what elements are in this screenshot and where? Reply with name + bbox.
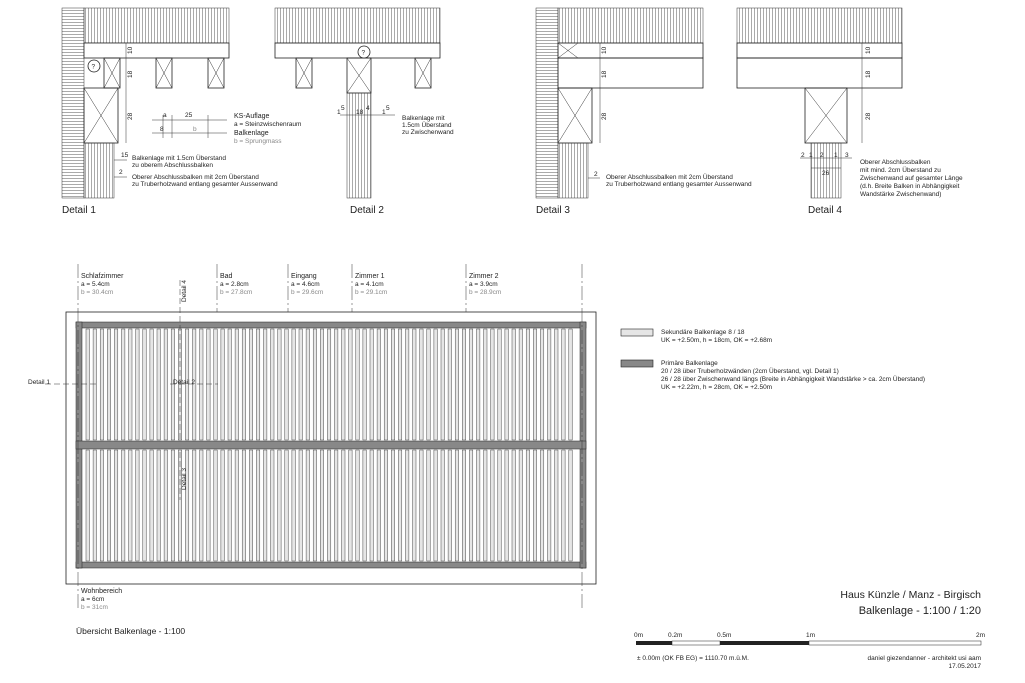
- secondary-joist: [129, 450, 132, 561]
- room-b-zimmer1: b = 29.1cm: [355, 289, 388, 296]
- detail2-dim-1: 1: [337, 109, 341, 116]
- detail3-dim-18: 18: [601, 70, 608, 78]
- secondary-joist: [356, 450, 359, 561]
- detail2-note-line2: 1.5cm Überstand: [402, 122, 452, 129]
- secondary-joist: [86, 450, 89, 561]
- secondary-joist: [100, 450, 103, 561]
- detail2-dim-18: 18: [356, 109, 364, 116]
- secondary-joist: [285, 329, 288, 440]
- secondary-joist: [313, 450, 316, 561]
- secondary-joist: [370, 450, 373, 561]
- secondary-joist: [455, 450, 458, 561]
- detail1-note2-line1: Oberer Abschlussbalken mit 2cm Überstand: [132, 174, 259, 181]
- drawing-title: Balkenlage - 1:100 / 1:20: [858, 605, 981, 617]
- secondary-joist: [136, 329, 139, 440]
- secondary-joist: [249, 329, 252, 440]
- secondary-joist: [242, 329, 245, 440]
- detail4-dim-18: 18: [865, 70, 872, 78]
- detail3-dim-10: 10: [601, 46, 608, 54]
- secondary-joist: [150, 450, 153, 561]
- secondary-joist: [242, 450, 245, 561]
- secondary-joist: [285, 450, 288, 561]
- secondary-joist: [150, 329, 153, 440]
- secondary-joist: [406, 329, 409, 440]
- secondary-joist: [519, 329, 522, 440]
- detail-1: [62, 8, 301, 216]
- secondary-joist: [512, 329, 515, 440]
- detail-2: [275, 8, 454, 216]
- secondary-joist: [491, 329, 494, 440]
- secondary-joist: [448, 450, 451, 561]
- detail2-dim-4: 4: [366, 105, 370, 112]
- room-a-wohnbereich: a = 6cm: [81, 596, 105, 603]
- secondary-joist: [462, 329, 465, 440]
- secondary-joist: [164, 329, 167, 440]
- secondary-joist: [136, 450, 139, 561]
- secondary-joist: [548, 450, 551, 561]
- secondary-joist: [540, 450, 543, 561]
- room-b-bad: b = 27.8cm: [220, 289, 253, 296]
- secondary-joist: [157, 329, 160, 440]
- secondary-joist: [420, 329, 423, 440]
- detail1-balken-b: b = Sprungmass: [234, 138, 282, 145]
- secondary-joist: [207, 450, 210, 561]
- secondary-joist: [469, 329, 472, 440]
- detail4-note-line3: Zwischenwand auf gesamter Länge: [860, 175, 963, 182]
- secondary-joist: [434, 329, 437, 440]
- detail4-dim-10: 10: [865, 46, 872, 54]
- secondary-joist: [498, 450, 501, 561]
- secondary-joist: [107, 450, 110, 561]
- secondary-joist: [441, 450, 444, 561]
- secondary-joist: [391, 329, 394, 440]
- detail1-dim-2: 2: [119, 169, 123, 176]
- secondary-joist: [384, 450, 387, 561]
- legend-primary-spec: UK = +2.22m, h = 28cm, OK = +2.50m: [661, 384, 773, 391]
- legend-secondary-title: Sekundäre Balkenlage 8 / 18: [661, 329, 745, 336]
- room-a-bad: a = 2.8cm: [220, 281, 249, 288]
- detail1-ks-a: a = Steinzwischenraum: [234, 121, 302, 128]
- secondary-joist: [363, 329, 366, 440]
- detail2-dim-5: 5: [341, 105, 345, 112]
- secondary-joist: [555, 329, 558, 440]
- detail4-note-line2: mit mind. 2cm Überstand zu: [860, 167, 941, 174]
- secondary-joist: [477, 329, 480, 440]
- detail1-unknown-marker: ?: [91, 63, 96, 71]
- detail3-dim-2: 2: [594, 171, 598, 178]
- secondary-joist: [271, 329, 274, 440]
- secondary-joist: [299, 329, 302, 440]
- secondary-joist: [313, 329, 316, 440]
- detail2-unknown-marker: ?: [361, 49, 366, 57]
- detail-4: [737, 8, 963, 216]
- room-a-eingang: a = 4.6cm: [291, 281, 320, 288]
- secondary-joist: [278, 329, 281, 440]
- secondary-joist: [434, 450, 437, 561]
- detail2-note-line3: zu Zwischenwand: [402, 129, 454, 136]
- secondary-joist: [171, 450, 174, 561]
- secondary-joist: [164, 450, 167, 561]
- secondary-joist: [193, 450, 196, 561]
- detail4-note-line4: (d.h. Breite Balken in Abhängigkeit: [860, 183, 960, 190]
- plan-frame-top: [76, 322, 586, 328]
- detail1-dim-28: 28: [127, 112, 134, 120]
- secondary-joist: [86, 329, 89, 440]
- secondary-joist: [327, 329, 330, 440]
- secondary-joist: [349, 450, 352, 561]
- plan-marker-detail3: Detail 3: [181, 467, 188, 490]
- secondary-joist: [398, 329, 401, 440]
- secondary-joist: [441, 329, 444, 440]
- room-a-zimmer1: a = 4.1cm: [355, 281, 384, 288]
- secondary-joist: [235, 329, 238, 440]
- secondary-joist: [214, 450, 217, 561]
- detail4-dim-1: 1: [809, 152, 813, 159]
- detail1-scale-8: 8: [160, 126, 164, 133]
- secondary-joist: [228, 329, 231, 440]
- plan-middle-beam: [76, 441, 586, 449]
- secondary-joist: [114, 450, 117, 561]
- detail-3: [536, 8, 752, 216]
- secondary-joist: [214, 329, 217, 440]
- legend-primary-swatch: [621, 360, 653, 367]
- secondary-joist: [398, 450, 401, 561]
- secondary-joist: [107, 329, 110, 440]
- legend-secondary-spec: UK = +2.50m, h = 18cm, OK = +2.68m: [661, 337, 773, 344]
- title-block: [634, 589, 985, 670]
- secondary-joist: [342, 450, 345, 561]
- secondary-joist: [306, 329, 309, 440]
- room-a-zimmer2: a = 3.9cm: [469, 281, 498, 288]
- detail3-dim-28: 28: [601, 112, 608, 120]
- legend-primary-line2: 26 / 28 über Zwischenwand längs (Breite in Abhängigkeit Wandstärke > ca. 2cm Überstand): [661, 376, 926, 383]
- secondary-joist: [555, 450, 558, 561]
- legend: [621, 329, 925, 391]
- room-b-schlafzimmer: b = 30.4cm: [81, 289, 114, 296]
- detail4-dim-26: 26: [822, 170, 830, 177]
- scale-label-0: 0m: [634, 632, 644, 639]
- plan-marker-detail1: Detail 1: [28, 379, 51, 386]
- drawing-date: 17.05.2017: [948, 663, 981, 670]
- secondary-joist: [505, 450, 508, 561]
- detail1-scale-b: b: [193, 126, 197, 133]
- secondary-joist: [562, 329, 565, 440]
- room-b-eingang: b = 29.6cm: [291, 289, 324, 296]
- scale-bar-seg2: [672, 641, 720, 645]
- secondary-joist: [278, 450, 281, 561]
- secondary-joist: [335, 450, 338, 561]
- detail4-note-line1: Oberer Abschlussbalken: [860, 159, 931, 166]
- room-b-wohnbereich: b = 31cm: [81, 604, 108, 611]
- secondary-joist: [129, 329, 132, 440]
- secondary-joist: [256, 450, 259, 561]
- legend-secondary-swatch: [621, 329, 653, 336]
- secondary-joist: [306, 450, 309, 561]
- secondary-joist: [264, 450, 267, 561]
- scale-bar-seg1: [636, 641, 672, 645]
- secondary-joist: [256, 329, 259, 440]
- detail3-label: Detail 3: [536, 205, 570, 216]
- secondary-joist: [221, 450, 224, 561]
- secondary-joist: [448, 329, 451, 440]
- secondary-joist: [533, 329, 536, 440]
- scale-bar-seg4: [809, 641, 981, 645]
- secondary-joist: [249, 450, 252, 561]
- scale-bar-seg3: [720, 641, 809, 645]
- secondary-joist: [562, 450, 565, 561]
- detail3-note-line2: zu Truberholzwand entlang gesamter Aussenwand: [606, 181, 752, 188]
- room-name-zimmer2: Zimmer 2: [469, 273, 499, 280]
- secondary-joist: [228, 450, 231, 561]
- secondary-joist: [533, 450, 536, 561]
- secondary-joist: [469, 450, 472, 561]
- detail1-note1-line1: Balkenlage mit 1.5cm Überstand: [132, 155, 226, 162]
- room-name-zimmer1: Zimmer 1: [355, 273, 385, 280]
- detail2-note-line1: Balkenlage mit: [402, 115, 445, 122]
- secondary-joist: [221, 329, 224, 440]
- detail2-dim-5b: 5: [386, 105, 390, 112]
- detail4-note-line5: Wandstärke Zwischenwand): [860, 191, 942, 198]
- secondary-joist: [299, 450, 302, 561]
- secondary-joist: [427, 329, 430, 440]
- room-name-bad: Bad: [220, 273, 233, 280]
- secondary-joist: [384, 329, 387, 440]
- detail4-dim-2: 2: [801, 152, 805, 159]
- secondary-joist: [200, 329, 203, 440]
- detail1-label: Detail 1: [62, 205, 96, 216]
- detail4-label: Detail 4: [808, 205, 842, 216]
- detail1-scale-a: a: [163, 112, 167, 119]
- secondary-joist: [477, 450, 480, 561]
- detail2-label: Detail 2: [350, 205, 384, 216]
- secondary-joist: [519, 450, 522, 561]
- plan-marker-detail4: Detail 4: [181, 279, 188, 302]
- legend-primary-title: Primäre Balkenlage: [661, 360, 718, 367]
- secondary-joist: [505, 329, 508, 440]
- secondary-joist: [548, 329, 551, 440]
- detail1-dim-18: 18: [127, 70, 134, 78]
- plan-marker-detail2: Detail 2: [173, 379, 196, 386]
- plan-overview: [28, 264, 596, 636]
- secondary-joist: [235, 450, 238, 561]
- secondary-joist: [569, 329, 572, 440]
- secondary-joist: [413, 329, 416, 440]
- scale-label-2: 2m: [976, 632, 986, 639]
- architect-name: daniel giezendanner - architekt usi aam: [867, 655, 981, 662]
- scale-label-02: 0.2m: [668, 632, 683, 639]
- detail3-note-line1: Oberer Abschlussbalken mit 2cm Überstand: [606, 174, 733, 181]
- secondary-joist: [320, 329, 323, 440]
- secondary-joist: [462, 450, 465, 561]
- room-name-schlafzimmer: Schlafzimmer: [81, 273, 124, 280]
- secondary-joist: [484, 329, 487, 440]
- secondary-joist: [122, 329, 125, 440]
- plan-frame-bottom: [76, 562, 586, 568]
- secondary-joist: [377, 450, 380, 561]
- secondary-joist: [363, 450, 366, 561]
- room-a-schlafzimmer: a = 5.4cm: [81, 281, 110, 288]
- detail1-note1-line2: zu oberem Abschlussbalken: [132, 162, 213, 169]
- secondary-joist: [342, 329, 345, 440]
- secondary-joist: [526, 329, 529, 440]
- secondary-joist: [526, 450, 529, 561]
- detail1-ks-title: KS-Auflage: [234, 113, 270, 120]
- legend-primary-line1: 20 / 28 über Truberholzwänden (2cm Überstand, vgl. Detail 1): [661, 368, 839, 375]
- secondary-joist: [143, 450, 146, 561]
- secondary-joist: [455, 329, 458, 440]
- secondary-joist: [143, 329, 146, 440]
- room-b-zimmer2: b = 28.9cm: [469, 289, 502, 296]
- secondary-joist: [484, 450, 487, 561]
- secondary-joist: [292, 450, 295, 561]
- secondary-joist: [200, 450, 203, 561]
- secondary-joist: [427, 450, 430, 561]
- secondary-joist: [93, 450, 96, 561]
- secondary-joist: [420, 450, 423, 561]
- detail4-dim-28: 28: [865, 112, 872, 120]
- secondary-joist: [114, 329, 117, 440]
- detail4-dim-3: 3: [845, 152, 849, 159]
- secondary-joist: [327, 450, 330, 561]
- secondary-joist: [271, 450, 274, 561]
- secondary-joist: [512, 450, 515, 561]
- secondary-joist: [540, 329, 543, 440]
- secondary-joist: [349, 329, 352, 440]
- detail1-balken-title: Balkenlage: [234, 130, 269, 137]
- overview-title: Übersicht Balkenlage - 1:100: [76, 626, 186, 636]
- secondary-joist: [335, 329, 338, 440]
- room-name-wohnbereich: Wohnbereich: [81, 588, 123, 595]
- secondary-joist: [185, 450, 188, 561]
- scale-label-05: 0.5m: [717, 632, 732, 639]
- secondary-joist: [356, 329, 359, 440]
- secondary-joist: [93, 329, 96, 440]
- secondary-joist: [264, 329, 267, 440]
- secondary-joist: [100, 329, 103, 440]
- secondary-joist: [292, 329, 295, 440]
- detail1-scale-25: 25: [185, 112, 193, 119]
- room-name-eingang: Eingang: [291, 273, 317, 280]
- secondary-joist: [491, 450, 494, 561]
- secondary-joist: [391, 450, 394, 561]
- detail1-note2-line2: zu Truberholzwand entlang gesamter Aussenwand: [132, 181, 278, 188]
- secondary-joist: [406, 450, 409, 561]
- detail4-dim-1b: 1: [834, 152, 838, 159]
- detail1-dim-10: 10: [127, 46, 134, 54]
- elevation-reference: ± 0.00m (OK FB EG) = 1110.70 m.ü.M.: [637, 655, 749, 662]
- secondary-joist: [377, 329, 380, 440]
- detail4-dim-21: 2: [820, 152, 824, 159]
- project-name: Haus Künzle / Manz - Birgisch: [840, 589, 981, 601]
- secondary-joist: [569, 450, 572, 561]
- secondary-joist: [370, 329, 373, 440]
- secondary-joist: [320, 450, 323, 561]
- secondary-joist: [207, 329, 210, 440]
- secondary-joist: [413, 450, 416, 561]
- secondary-joist: [498, 329, 501, 440]
- detail2-dim-1b: 1: [382, 109, 386, 116]
- secondary-joist: [157, 450, 160, 561]
- scale-label-1: 1m: [806, 632, 816, 639]
- detail1-dim-15: 15: [121, 152, 129, 159]
- secondary-joist: [122, 450, 125, 561]
